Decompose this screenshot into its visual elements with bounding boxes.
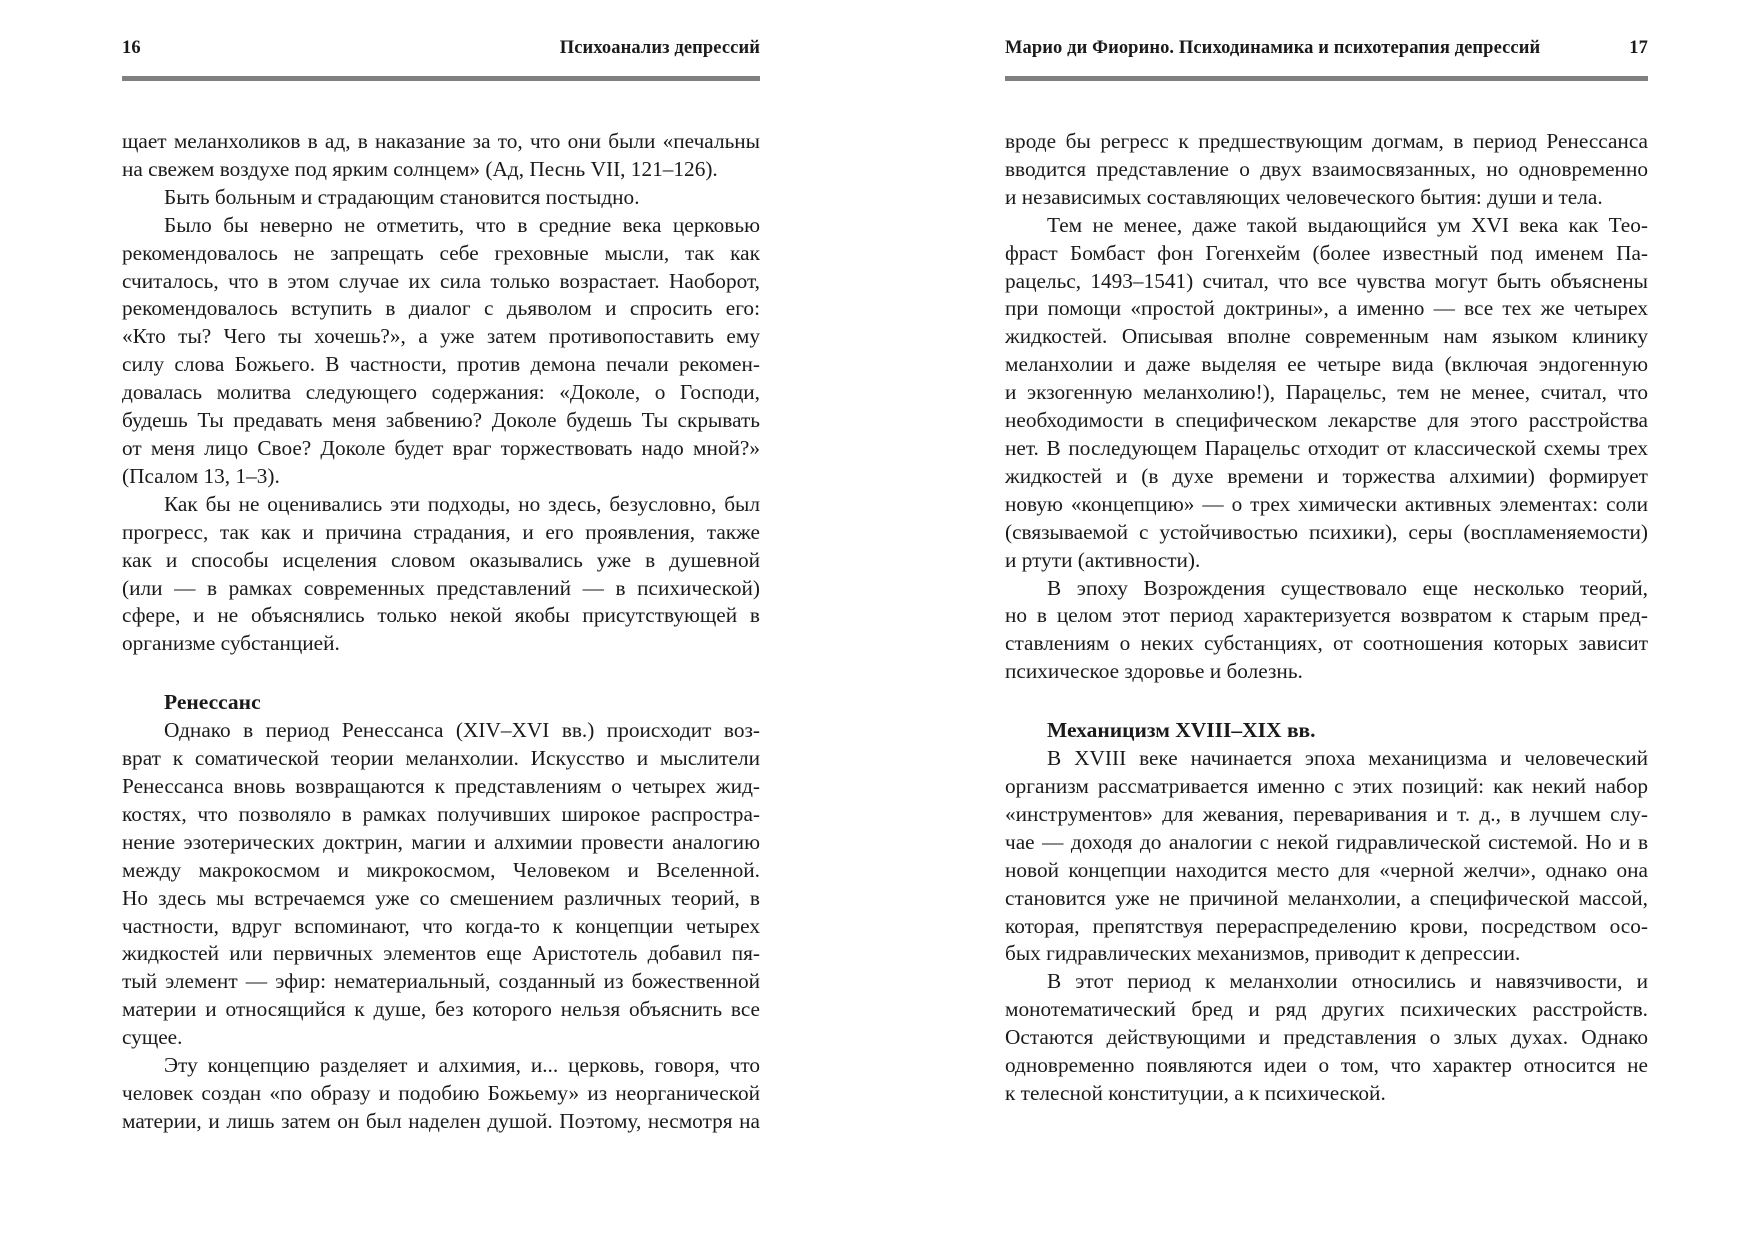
text-line: материи, и лишь затем он был наделен душой. Поэтому, несмотря на: [122, 1108, 760, 1133]
text-line: на свежем воздухе под ярким солнцем» (Ад, Песнь VII, 121–126).: [122, 156, 718, 181]
text-line: врат к соматической теории меланхолии. Искусство и мыслители: [122, 746, 760, 771]
text-line: новой концепции находится место для «черной желчи», однако она: [1005, 857, 1648, 882]
running-head-left: [122, 38, 760, 66]
text-line: тый элемент — эфир: нематериальный, созданный из божественной: [122, 969, 760, 994]
text-line: к телесной конституции, а к психической.: [1005, 1081, 1386, 1105]
text-line: новую «концепцию» — о трех химически активных элементах: соли: [1005, 491, 1648, 516]
paragraph: [122, 717, 760, 1052]
body-text: [122, 128, 760, 1136]
text-line: Быть больным и страдающим становится постыдно.: [164, 184, 640, 209]
section-heading: Механицизм XVIII–XIX вв.: [1047, 718, 1316, 743]
text-line: фраст Бомбаст фон Гогенхейм (более известный под именем Па-: [1005, 240, 1648, 265]
text-line: нение эзотерических доктрин, магии и алхимии провести аналогию: [122, 829, 760, 854]
paragraph: [1005, 128, 1648, 212]
text-line: частности, вдруг вспоминают, что когда-то к концепции четырех: [122, 913, 760, 938]
text-line: Тем не менее, даже такой выдающийся ум XVI века как Тео-: [1047, 212, 1648, 237]
section-heading: Ренессанс: [164, 690, 261, 715]
text-line: и экзогенную меланхолию!), Парацельс, тем не менее, считал, что: [1005, 380, 1648, 405]
text-line: одновременно появляются идеи о том, что характер относится не: [1005, 1053, 1648, 1078]
text-line: (Псалом 13, 1–3).: [122, 463, 280, 488]
paragraph: [1005, 575, 1648, 687]
text-line: жидкостей. Описывая вполне современным нам языком клинику: [1005, 324, 1648, 349]
paragraph: [122, 491, 760, 658]
text-line: становится уже не причиной меланхолии, а специфической массой,: [1005, 885, 1648, 910]
text-line: рекомендовалось не запрещать себе греховные мысли, так как: [122, 240, 760, 265]
text-line: материи и относящийся к душе, без которого нельзя объяснить все: [122, 997, 760, 1022]
text-line: будешь Ты предавать меня забвению? Доколе будешь Ты скрывать: [122, 408, 760, 433]
paragraph: [1005, 745, 1648, 968]
text-line: Как бы не оценивались эти подходы, но здесь, безусловно, был: [164, 491, 760, 516]
text-line: ставлениям о неких субстанциях, от соотношения которых зависит: [1005, 631, 1648, 656]
text-line: между макрокосмом и микрокосмом, Человеком и Вселенной.: [122, 857, 760, 882]
text-line: вроде бы регресс к предшествующим догмам, в период Ренессанса: [1005, 129, 1648, 153]
text-line: но в целом этот период характеризуется возвратом к старым пред-: [1005, 603, 1648, 628]
text-line: психическое здоровье и болезнь.: [1005, 659, 1303, 684]
text-line: от меня лицо Свое? Доколе будет враг торжествовать надо мной?»: [122, 435, 760, 460]
right-page: [1005, 0, 1648, 1240]
text-line: жидкостей и (в духе времени и торжества алхимии) формирует: [1005, 463, 1648, 488]
text-line: сфере, и не объяснялись только некой якобы присутствующей в: [122, 603, 760, 628]
text-line: бых гидравлических механизмов, приводит к депрессии.: [1005, 941, 1521, 966]
paragraph: [1005, 968, 1648, 1108]
text-line: силу слова Божьего. В частности, против демона печали рекомен-: [122, 352, 760, 377]
text-line: довалась молитва следующего содержания: «Доколе, о Господи,: [122, 380, 760, 405]
text-line: и независимых составляющих человеческого бытия: души и тела.: [1005, 184, 1603, 209]
text-line: Эту концепцию разделяет и алхимия, и... церковь, говоря, что: [164, 1053, 760, 1078]
text-line: человек создан «по образу и подобию Божьему» из неорганической: [122, 1081, 760, 1105]
text-line: организме субстанцией.: [122, 631, 340, 656]
text-line: Было бы неверно не отметить, что в средние века церковью: [164, 212, 760, 237]
left-page: [122, 0, 760, 1240]
text-line: сущее.: [122, 1025, 183, 1050]
text-line: В эпоху Возрождения существовало еще несколько теорий,: [1047, 575, 1648, 600]
paragraph: [122, 128, 760, 184]
text-line: как и способы исцеления словом оказывались уже в душевной: [122, 547, 760, 572]
text-line: чае — доходя до аналогии с некой гидравлической системой. Но и в: [1005, 829, 1648, 854]
text-line: В этот период к меланхолии относились и навязчивости, и: [1047, 969, 1648, 994]
page-number: 16: [122, 38, 141, 58]
header-rule: [1005, 76, 1648, 81]
text-line: Ренессанса вновь возвращаются к представлениям о четырех жид-: [122, 774, 760, 799]
text-line: (или — в рамках современных представлений — в психической): [122, 575, 760, 600]
body-text: [1005, 128, 1648, 1108]
page-number: 17: [1629, 38, 1648, 58]
running-head-right: [1005, 38, 1648, 66]
paragraph: [122, 1052, 760, 1136]
text-line: монотематический бред и ряд других психических расстройств.: [1005, 997, 1648, 1022]
text-line: и ртути (активности).: [1005, 547, 1201, 572]
text-line: Но здесь мы встречаемся уже со смешением различных теорий, в: [122, 885, 760, 910]
text-line: которая, препятствуя перераспределению крови, посредством осо-: [1005, 913, 1648, 938]
text-line: вводится представление о двух взаимосвязанных, но одновременно: [1005, 156, 1648, 181]
paragraph: [122, 212, 760, 491]
text-line: «инструментов» для жевания, переваривания и т. д., в лучшем слу-: [1005, 801, 1648, 826]
running-title: Психоанализ депрессий: [559, 38, 760, 58]
text-line: нет. В последующем Парацельс отходит от классической схемы трех: [1005, 435, 1648, 460]
text-line: организм рассматривается именно с этих позиций: как некий набор: [1005, 774, 1648, 799]
paragraph: [122, 184, 760, 212]
text-line: Однако в период Ренессанса (XIV–XVI вв.) происходит воз-: [164, 718, 760, 743]
text-line: прогресс, так как и причина страдания, и его проявления, также: [122, 519, 760, 544]
text-line: жидкостей или первичных элементов еще Аристотель добавил пя-: [122, 941, 760, 966]
text-line: В XVIII веке начинается эпоха механицизма и человеческий: [1047, 746, 1648, 771]
text-line: щает меланхоликов в ад, в наказание за то, что они были «печальны: [122, 129, 760, 153]
text-line: необходимости в специфическом лекарстве для этого расстройства: [1005, 408, 1648, 433]
paragraph: [1005, 212, 1648, 575]
text-line: меланхолии и даже выделяя ее четыре вида (включая эндогенную: [1005, 352, 1648, 377]
text-line: при помощи «простой доктрины», а именно — все тех же четырех: [1005, 296, 1648, 321]
text-line: (связываемой с устойчивостью психики), серы (воспламеняемости): [1005, 519, 1648, 544]
text-line: считалось, что в этом случае их сила только возрастает. Наоборот,: [122, 268, 760, 293]
text-line: костях, что позволяло в рамках получивших широкое распростра-: [122, 801, 760, 826]
running-title: Марио ди Фиорино. Психодинамика и психотерапия депрессий: [1005, 38, 1541, 58]
text-line: рацельс, 1493–1541) считал, что все чувства могут быть объяснены: [1005, 268, 1648, 293]
header-rule: [122, 76, 760, 81]
text-line: Остаются действующими и представления о злых духах. Однако: [1005, 1025, 1648, 1050]
text-line: «Кто ты? Чего ты хочешь?», а уже затем противопоставить ему: [122, 324, 760, 349]
text-line: рекомендовалось вступить в диалог с дьяволом и спросить его:: [122, 296, 760, 321]
